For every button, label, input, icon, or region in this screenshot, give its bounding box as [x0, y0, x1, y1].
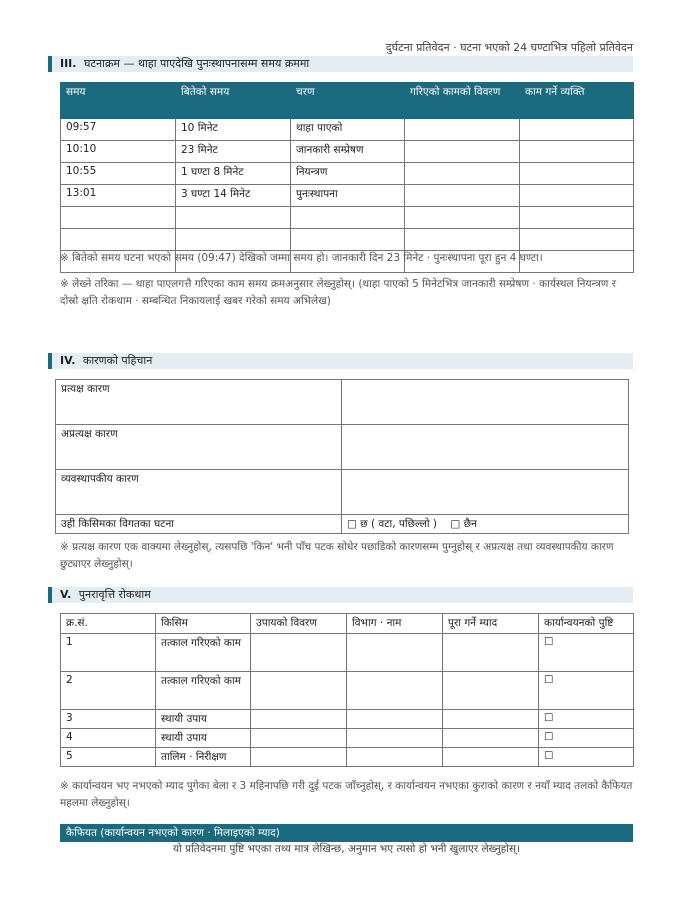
indirect-cause-field[interactable]	[342, 425, 629, 470]
col-measure: उपायको विवरण	[251, 614, 347, 634]
elapsed-cell: 10 मिनेट	[176, 119, 291, 141]
prevention-row	[61, 710, 634, 729]
col-serial: क्र.सं.	[61, 614, 156, 634]
time-cell[interactable]	[61, 229, 176, 251]
col-confirmation: कार्यान्वयनको पुष्टि	[539, 614, 634, 634]
serial-cell: 4	[61, 729, 156, 748]
section-5-title: पुनरावृत्ति रोकथाम	[78, 588, 151, 601]
timeline-row	[61, 207, 634, 229]
direct-cause-field[interactable]	[342, 380, 629, 425]
measure-cell[interactable]	[251, 634, 347, 672]
section-5-heading	[48, 587, 633, 603]
deadline-cell[interactable]	[443, 748, 539, 767]
elapsed-cell[interactable]	[176, 207, 291, 229]
deadline-cell[interactable]	[443, 634, 539, 672]
remarks-heading: कैफियत (कार्यान्वयन नभएको कारण · मिलाइएको म्याद)	[60, 824, 633, 842]
action-cell[interactable]	[405, 163, 520, 185]
person-cell[interactable]	[520, 207, 634, 229]
col-stage: चरण	[291, 83, 405, 119]
timeline-row	[61, 229, 634, 251]
prevention-row	[61, 729, 634, 748]
action-cell[interactable]	[405, 185, 520, 207]
serial-cell: 2	[61, 672, 156, 710]
col-type: किसिम	[156, 614, 251, 634]
confirmation-checkbox[interactable]: ☐	[539, 672, 634, 710]
similar-incident-label: उही किसिमका विगतका घटना	[56, 515, 342, 534]
cause-table	[55, 379, 629, 534]
time-cell: 10:10	[61, 141, 176, 163]
similar-yes-checkbox[interactable]: □ छ ( वटा, पछिल्लो )	[347, 518, 437, 530]
elapsed-cell[interactable]	[176, 229, 291, 251]
timeline-note-1: ※ बितेको समय घटना भएको समय (09:47) देखिको जम्मा समय हो। जानकारी दिन 23 मिनेट · पुनःस्थापना पूरा हुन 4 घण्टा।	[60, 252, 543, 264]
person-cell[interactable]	[520, 119, 634, 141]
serial-cell: 3	[61, 710, 156, 729]
type-cell: तालिम · निरीक्षण	[156, 748, 251, 767]
person-cell[interactable]	[520, 185, 634, 207]
prevention-row	[61, 634, 634, 672]
similar-incident-options	[342, 515, 629, 534]
stage-cell: पुनःस्थापना	[291, 185, 405, 207]
time-cell: 10:55	[61, 163, 176, 185]
elapsed-cell: 23 मिनेट	[176, 141, 291, 163]
col-action: गरिएको कामको विवरण	[405, 83, 520, 119]
section-3-heading	[48, 56, 633, 72]
indirect-cause-label: अप्रत्यक्ष कारण	[56, 425, 342, 470]
measure-cell[interactable]	[251, 710, 347, 729]
col-elapsed: बितेको समय	[176, 83, 291, 119]
section-5-number: V.	[60, 588, 72, 601]
cause-row	[56, 380, 629, 425]
stage-cell: नियन्त्रण	[291, 163, 405, 185]
stage-cell: जानकारी सम्प्रेषण	[291, 141, 405, 163]
timeline-row	[61, 185, 634, 207]
type-cell: स्थायी उपाय	[156, 710, 251, 729]
stage-cell[interactable]	[291, 229, 405, 251]
type-cell: स्थायी उपाय	[156, 729, 251, 748]
measure-cell[interactable]	[251, 672, 347, 710]
dept-name-cell[interactable]	[347, 748, 443, 767]
section-3-title: घटनाक्रम — थाहा पाएदेखि पुनःस्थापनासम्म समय क्रममा	[83, 57, 310, 70]
confirmation-checkbox[interactable]: ☐	[539, 710, 634, 729]
similar-incident-row	[56, 515, 629, 534]
measure-cell[interactable]	[251, 748, 347, 767]
management-cause-field[interactable]	[342, 470, 629, 515]
action-cell[interactable]	[405, 141, 520, 163]
timeline-row	[61, 119, 634, 141]
col-dept-name: विभाग · नाम	[347, 614, 443, 634]
dept-name-cell[interactable]	[347, 710, 443, 729]
confirmation-checkbox[interactable]: ☐	[539, 748, 634, 767]
timeline-note-2: ※ लेख्ने तरिका — थाहा पाएलगत्तै गरिएका काम समय क्रमअनुसार लेख्नुहोस्। (थाहा पाएको 5 मिनेटभित्र जानकारी सम्प्रेषण · कार्यस्थल नियन्त्रण र दोस्रो क्षति रोकथाम · सम्बन्धित निकायलाई खबर गरेको समय अभिलेख)	[60, 278, 617, 307]
direct-cause-label: प्रत्यक्ष कारण	[56, 380, 342, 425]
remarks-text: यो प्रतिवेदनमा पुष्टि भएका तथ्य मात्र लेखिन्छ, अनुमान भए त्यसो हो भनी खुलाएर लेख्नुहोस्।	[172, 843, 521, 855]
time-cell: 09:57	[61, 119, 176, 141]
person-cell[interactable]	[520, 229, 634, 251]
elapsed-cell: 3 घण्टा 14 मिनेट	[176, 185, 291, 207]
confirmation-checkbox[interactable]: ☐	[539, 729, 634, 748]
dept-name-cell[interactable]	[347, 729, 443, 748]
section-4-title: कारणको पहिचान	[82, 354, 153, 367]
deadline-cell[interactable]	[443, 672, 539, 710]
prevention-note: ※ कार्यान्वयन भए नभएको म्याद पुगेका बेला र 3 महिनापछि गरी दुई पटक जाँच्नुहोस्, र कार्यान्वयन नभएका कुराको कारण र नयाँ म्याद तलको कैफियत महलमा लेख्नुहोस्।	[60, 780, 633, 809]
timeline-row	[61, 163, 634, 185]
col-person: काम गर्ने व्यक्ति	[520, 83, 634, 119]
dept-name-cell[interactable]	[347, 672, 443, 710]
stage-cell: थाहा पाएको	[291, 119, 405, 141]
section-3-number: III.	[60, 57, 77, 70]
dept-name-cell[interactable]	[347, 634, 443, 672]
timeline-table	[60, 82, 634, 273]
cause-row	[56, 470, 629, 515]
serial-cell: 1	[61, 634, 156, 672]
section-4-heading	[48, 353, 633, 369]
type-cell: तत्काल गरिएको काम	[156, 672, 251, 710]
prevention-table	[60, 613, 634, 767]
report-header: दुर्घटना प्रतिवेदन · घटना भएको 24 घण्टाभित्र पहिलो प्रतिवेदन	[385, 41, 633, 54]
person-cell[interactable]	[520, 141, 634, 163]
management-cause-label: व्यवस्थापकीय कारण	[56, 470, 342, 515]
person-cell[interactable]	[520, 163, 634, 185]
cause-note: ※ प्रत्यक्ष कारण एक वाक्यमा लेख्नुहोस्, त्यसपछि 'किन' भनी पाँच पटक सोधेर पछाडिको कारणसम्म पुग्नुहोस् र अप्रत्यक्ष तथा व्यवस्थापकीय कारण छुट्याएर लेख्नुहोस्।	[60, 541, 614, 570]
elapsed-cell: 1 घण्टा 8 मिनेट	[176, 163, 291, 185]
cause-row	[56, 425, 629, 470]
time-cell: 13:01	[61, 185, 176, 207]
confirmation-checkbox[interactable]: ☐	[539, 634, 634, 672]
deadline-cell[interactable]	[443, 729, 539, 748]
time-cell[interactable]	[61, 207, 176, 229]
col-deadline: पूरा गर्ने म्याद	[443, 614, 539, 634]
measure-cell[interactable]	[251, 729, 347, 748]
deadline-cell[interactable]	[443, 710, 539, 729]
prevention-row	[61, 672, 634, 710]
action-cell[interactable]	[405, 119, 520, 141]
section-4-number: IV.	[60, 354, 76, 367]
prevention-row	[61, 748, 634, 767]
similar-no-checkbox[interactable]: □ छैन	[450, 518, 477, 530]
timeline-row	[61, 141, 634, 163]
serial-cell: 5	[61, 748, 156, 767]
stage-cell[interactable]	[291, 207, 405, 229]
action-cell[interactable]	[405, 229, 520, 251]
col-time: समय	[61, 83, 176, 119]
action-cell[interactable]	[405, 207, 520, 229]
type-cell: तत्काल गरिएको काम	[156, 634, 251, 672]
